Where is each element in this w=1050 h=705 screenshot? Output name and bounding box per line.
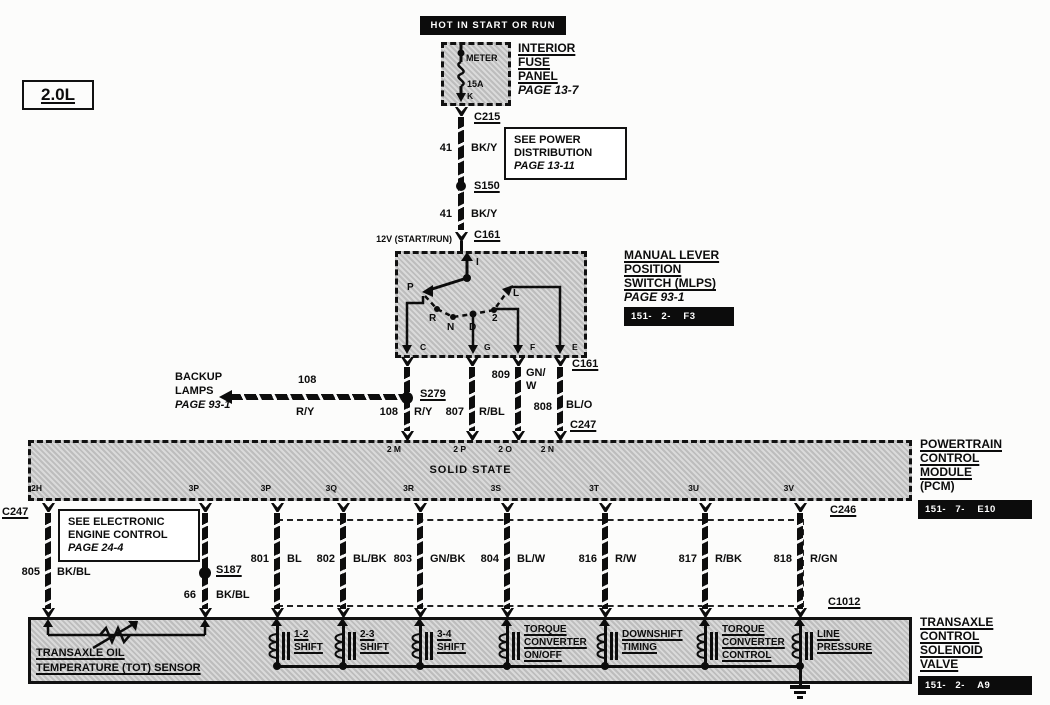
wire-804-color: BL/W [517,553,546,565]
wire-818 [797,513,803,609]
trans-conn-8 [699,608,712,617]
sol1-bar-2 [287,632,290,660]
mlps-code-box: 151- 2- F3 [624,307,734,326]
sol4-label-3: ON/OFF [524,650,562,661]
pcm-pin-3t: 3T [589,483,599,493]
mlps-pin-in: I [476,257,479,268]
wire-809-color-1: GN/ [526,367,546,379]
sol1-coil-icon [266,632,277,664]
splice-s187-label: S187 [216,564,242,576]
pcm-pin-2m: 2 M [386,444,401,454]
pcm-title-2: CONTROL [920,451,980,465]
pcm-pin-3r: 3R [403,483,414,493]
trans-conn-9 [794,608,807,617]
transaxle-title-2: CONTROL [920,629,980,643]
trans-conn-1 [42,608,55,617]
mlps-pin-g: G [484,342,491,352]
sol7-bar-2 [810,632,813,660]
pcm-title-1: POWERTRAIN [920,437,1002,451]
ground-line-1 [790,685,810,689]
sol5-label-1: DOWNSHIFT [622,629,683,640]
wire-808-num: 808 [533,401,552,413]
bus-junction-2 [339,662,347,670]
sol4-label-1: TORQUE [524,624,567,635]
wire-805-color: BK/BL [57,566,91,578]
wire-41b-num: 41 [439,208,452,220]
sol4-label-2: CONVERTER [524,637,587,648]
ground-bus [276,665,800,668]
hot-banner: HOT IN START OR RUN [420,16,566,35]
sol6-label-2: CONVERTER [722,637,785,648]
wire-817-num: 817 [678,553,697,565]
backup-wire-num: 108 [298,374,317,386]
mlps-pos-p: P [407,282,414,293]
wire-808 [557,367,563,431]
pcm-conn-6 [501,503,514,512]
power-distribution-note [504,127,627,180]
wire-801-color: BL [287,553,302,565]
sol4-bar-2 [517,632,520,660]
mlps-pos-2: 2 [492,313,498,324]
pcm-conn-4 [337,503,350,512]
mlps-title-1: MANUAL LEVER [624,248,720,262]
mlps-pin-e: E [572,342,578,352]
mlps-pin-c: C [420,342,427,352]
sol3-label-1: 3-4 [437,629,452,640]
splice-s150-dot [456,181,466,191]
power-note-line-2: DISTRIBUTION [514,147,593,159]
ground-line-2 [794,691,806,694]
fuse-panel-title-2: FUSE [518,55,551,69]
wire-66-num: 66 [183,589,196,601]
trans-conn-5 [414,608,427,617]
pcm-pin-2o: 2 O [498,444,512,454]
wire-817-color: R/BK [715,553,742,565]
wire-803-color: GN/BK [430,553,466,565]
trans-conn-7 [599,608,612,617]
eec-note-line-1: SEE ELECTRONIC [68,516,165,528]
fuse-rating: 15A [467,79,484,89]
wire-108-color: R/Y [414,406,433,418]
wire-805 [45,513,51,609]
wire-803 [417,513,423,609]
engine-badge-label: 2.0L [40,85,76,104]
pcm-pin-2n: 2 N [540,444,554,454]
sol7-bar-1 [805,632,808,660]
splice-s187-dot [199,567,211,579]
wire-816 [602,513,608,609]
connector-c215-label: C215 [474,111,501,123]
splice-s279-label: S279 [420,388,446,400]
wire-805-num: 805 [21,566,40,578]
pcm-pin-3u: 3U [688,483,699,493]
sol2-label-2: SHIFT [360,642,389,653]
wire-818-color: R/GN [810,553,838,565]
fuse-name: METER [466,53,498,63]
pcm-title-3: MODULE [920,465,972,479]
backup-arrow-shaft [231,394,403,400]
connector-c247-sw-icon-3 [512,431,525,440]
sol5-label-2: TIMING [622,642,657,653]
splice-s150-label: S150 [474,180,500,192]
wire-802-num: 802 [316,553,335,565]
wire-66 [202,513,208,609]
wire-41-upper [458,117,464,230]
sol6-coil-icon [694,632,705,664]
fuse-panel-title-1: INTERIOR [518,41,576,55]
mlps-page: PAGE 93-1 [624,290,685,304]
sol6-bar-1 [710,632,713,660]
wire-807 [469,367,475,431]
pcm-pin-2h: 2H [31,483,42,493]
backup-page: PAGE 93-1 [175,399,231,411]
mlps-title-3: SWITCH (MLPS) [624,276,716,290]
bus-junction-4 [503,662,511,670]
engine-badge [22,80,94,110]
wire-41a-num: 41 [439,142,452,154]
pcm-pin-2p: 2 P [453,444,466,454]
sol5-coil-icon [594,632,605,664]
wire-802 [340,513,346,609]
wire-817 [702,513,708,609]
wire-803-num: 803 [393,553,412,565]
power-note-line-1: SEE POWER [514,134,581,146]
backup-label-2: LAMPS [175,385,214,397]
wire-41a-color: BK/Y [471,142,498,154]
pcm-conn-2 [199,503,212,512]
backup-wire-color: R/Y [296,406,315,418]
mlps-pos-r: R [429,313,437,324]
pcm-conn-5 [414,503,427,512]
fuse-symbol [441,42,511,105]
pcm-title-4: (PCM) [920,479,955,493]
eec-note [58,509,200,562]
pcm-conn-7 [599,503,612,512]
sol1-label-1: 1-2 [294,629,309,640]
bus-junction-6 [701,662,709,670]
mlps-title-2: POSITION [624,262,682,276]
wire-818-num: 818 [773,553,792,565]
pcm-pin-3q: 3Q [325,483,337,493]
sol3-coil-icon [409,632,420,664]
wire-802-color: BL/BK [353,553,387,565]
trans-conn-4 [337,608,350,617]
pcm-pin-3s: 3S [490,483,501,493]
pcm-pin-3p-a: 3P [188,483,199,493]
connector-c247-sw-label: C247 [570,419,597,431]
sol4-bar-1 [512,632,515,660]
wire-stub-to-switch [460,241,463,251]
connector-c247-sw-icon-4 [554,431,567,440]
sol1-bar-1 [282,632,285,660]
fuse-pin-k: K [467,91,474,101]
bus-junction-1 [273,662,281,670]
sol4-coil-icon [496,632,507,664]
eec-note-page: PAGE 24-4 [68,542,124,554]
sol2-bar-2 [353,632,356,660]
fuse-panel-page: PAGE 13-7 [518,83,579,97]
wire-804 [504,513,510,609]
pcm-conn-9 [794,503,807,512]
connector-c215-icon [455,107,468,116]
sol3-bar-1 [425,632,428,660]
pcm-code-box: 151- 7- E10 [918,500,1032,519]
ground-line-3 [797,696,803,699]
transaxle-title-1: TRANSAXLE [920,615,994,629]
ground-drop-wire [799,665,802,685]
wire-801 [274,513,280,609]
wire-804-num: 804 [480,553,499,565]
transaxle-title-3: SOLENOID [920,643,983,657]
connector-c246-label: C246 [830,504,857,516]
trans-conn-6 [501,608,514,617]
mlps-pos-n: N [447,322,455,333]
bus-junction-5 [601,662,609,670]
v12-label: 12V (START/RUN) [376,234,452,244]
wire-66-color: BK/BL [216,589,250,601]
connector-c247-pcm-label: C247 [2,506,29,518]
fuse-panel-title-3: PANEL [518,69,558,83]
tot-label-1: TRANSAXLE OIL [36,647,125,659]
sol2-coil-icon [332,632,343,664]
wire-807-color: R/BL [479,406,505,418]
pcm-pin-3v: 3V [783,483,794,493]
sol5-bar-2 [615,632,618,660]
connector-c161-top-label: C161 [474,229,501,241]
mlps-pin-f: F [530,342,536,352]
sol6-bar-2 [715,632,718,660]
wire-809-color-2: W [526,380,537,392]
sol3-label-2: SHIFT [437,642,466,653]
sol7-label-1: LINE [817,629,840,640]
sol7-label-2: PRESSURE [817,642,873,653]
sol1-label-2: SHIFT [294,642,323,653]
sol2-bar-1 [348,632,351,660]
connector-c1012-label: C1012 [828,596,861,608]
bus-junction-3 [416,662,424,670]
connector-c247-sw-icon-1 [401,431,414,440]
pcm-conn-1 [42,503,55,512]
wire-808-color: BL/O [566,399,593,411]
wire-41b-color: BK/Y [471,208,498,220]
wire-816-num: 816 [578,553,597,565]
transaxle-code-box: 151- 2- A9 [918,676,1032,695]
wire-809 [515,367,521,431]
sol3-bar-2 [430,632,433,660]
wire-801-num: 801 [250,553,269,565]
sol5-bar-1 [610,632,613,660]
trans-conn-3 [271,608,284,617]
wire-807-num: 807 [445,406,464,418]
pcm-conn-3 [271,503,284,512]
transaxle-title-4: VALVE [920,657,959,671]
sol7-coil-icon [789,632,800,664]
wire-816-color: R/W [615,553,637,565]
sol6-label-3: CONTROL [722,650,772,661]
trans-conn-2 [199,608,212,617]
sol2-label-1: 2-3 [360,629,375,640]
mlps-pos-l: L [513,288,520,299]
tot-label-2: TEMPERATURE (TOT) SENSOR [36,662,201,674]
wire-809-num: 809 [491,369,510,381]
eec-note-line-2: ENGINE CONTROL [68,529,168,541]
wire-108-num: 108 [379,406,398,418]
pcm-solid-state: SOLID STATE [429,464,512,476]
power-note-page: PAGE 13-11 [514,160,575,172]
connector-c161-top-icon [455,232,468,241]
backup-label-1: BACKUP [175,371,223,383]
pcm-conn-8 [699,503,712,512]
connector-c247-sw-icon-2 [466,431,479,440]
mlps-pos-d: D [469,322,477,333]
sol6-label-1: TORQUE [722,624,765,635]
pcm-pin-3p-b: 3P [260,483,271,493]
connector-c161-sw-label: C161 [572,358,599,370]
